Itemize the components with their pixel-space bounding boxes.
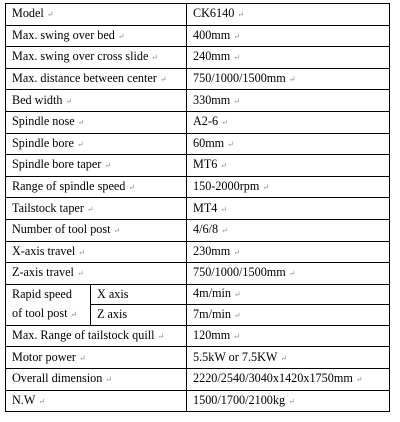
spec-value: CK6140↵ [187,4,390,26]
spec-label: Max. swing over bed↵ [6,25,187,47]
spec-label: Max. distance between center↵ [6,68,187,90]
paragraph-mark-icon [78,118,85,127]
paragraph-mark-icon [233,32,240,41]
table-row [6,325,390,347]
paragraph-mark-icon [78,248,85,257]
paragraph-mark-icon [105,375,112,384]
paragraph-mark-icon [227,140,234,149]
paragraph-mark-icon [221,118,228,127]
table-row [6,368,390,390]
table-row [6,390,390,412]
paragraph-mark-icon [288,397,295,406]
table-row [6,68,390,90]
table-row [6,47,390,69]
paragraph-mark-icon [38,397,45,406]
paragraph-mark-icon [262,183,269,192]
rapid-speed-z-value: 7m/min↵ [187,305,390,326]
paragraph-mark-icon [289,269,296,278]
paragraph-mark-icon [47,10,54,19]
paragraph-mark-icon [234,290,241,299]
table-row [6,219,390,241]
spec-label: Number of tool post↵ [6,219,187,241]
table-row [6,198,390,220]
table-row [6,155,390,177]
paragraph-mark-icon [71,310,78,319]
paragraph-mark-icon [280,354,287,363]
spec-label: Range of spindle speed↵ [6,176,187,198]
spec-value: 5.5kW or 7.5KW↵ [187,347,390,369]
rapid-speed-z-label: Z axis [91,305,187,326]
spec-value: 750/1000/1500mm↵ [187,68,390,90]
table-row [6,133,390,155]
paragraph-mark-icon [233,53,240,62]
spec-value: 150-2000rpm↵ [187,176,390,198]
spec-value: 400mm↵ [187,25,390,47]
spec-label: Overall dimension↵ [6,368,187,390]
paragraph-mark-icon [77,269,84,278]
paragraph-mark-icon [233,332,240,341]
paragraph-mark-icon [356,375,363,384]
spec-label: Spindle bore↵ [6,133,187,155]
rapid-speed-x-label: X axis [91,284,187,305]
spec-value: 750/1000/1500mm↵ [187,263,390,285]
table-row [6,176,390,198]
paragraph-mark-icon [128,183,135,192]
spec-label: Z-axis travel↵ [6,263,187,285]
table-row-rapid-speed [6,284,390,305]
paragraph-mark-icon [220,205,227,214]
spec-label: Max. swing over cross slide↵ [6,47,187,69]
spec-value: MT6↵ [187,155,390,177]
table-row [6,111,390,133]
spec-value: 2220/2540/3040x1420x1750mm↵ [187,368,390,390]
paragraph-mark-icon [289,75,296,84]
paragraph-mark-icon [114,226,121,235]
paragraph-mark-icon [151,53,158,62]
paragraph-mark-icon [237,10,244,19]
paragraph-mark-icon [79,354,86,363]
paragraph-mark-icon [220,161,227,170]
table-row [6,90,390,112]
rapid-speed-x-value: 4m/min↵ [187,284,390,305]
spec-value: 1500/1700/2100kg↵ [187,390,390,412]
table-row [6,241,390,263]
spec-value: A2-6↵ [187,111,390,133]
spec-label: Spindle bore taper↵ [6,155,187,177]
paragraph-mark-icon [118,32,125,41]
paragraph-mark-icon [234,311,241,320]
spec-value: 120mm↵ [187,325,390,347]
spec-label: Motor power↵ [6,347,187,369]
spec-label: N.W↵ [6,390,187,412]
spec-label: Max. Range of tailstock quill↵ [6,325,187,347]
paragraph-mark-icon [158,332,165,341]
spec-label: Spindle nose↵ [6,111,187,133]
table-row [6,25,390,47]
paragraph-mark-icon [87,205,94,214]
spec-table [5,3,390,412]
table-row [6,263,390,285]
table-row [6,4,390,26]
paragraph-mark-icon [104,161,111,170]
paragraph-mark-icon [160,75,167,84]
spec-label: Tailstock taper↵ [6,198,187,220]
spec-value: 230mm↵ [187,241,390,263]
spec-label: Model↵ [6,4,187,26]
spec-value: 240mm↵ [187,47,390,69]
rapid-speed-label: Rapid speed of tool post↵ [6,284,91,325]
spec-value: MT4↵ [187,198,390,220]
paragraph-mark-icon [77,140,84,149]
spec-value: 60mm↵ [187,133,390,155]
paragraph-mark-icon [233,248,240,257]
spec-label: X-axis travel↵ [6,241,187,263]
spec-label: Bed width↵ [6,90,187,112]
spec-value: 330mm↵ [187,90,390,112]
spec-value: 4/6/8↵ [187,219,390,241]
paragraph-mark-icon [221,226,228,235]
table-row [6,347,390,369]
paragraph-mark-icon [65,97,72,106]
paragraph-mark-icon [233,97,240,106]
